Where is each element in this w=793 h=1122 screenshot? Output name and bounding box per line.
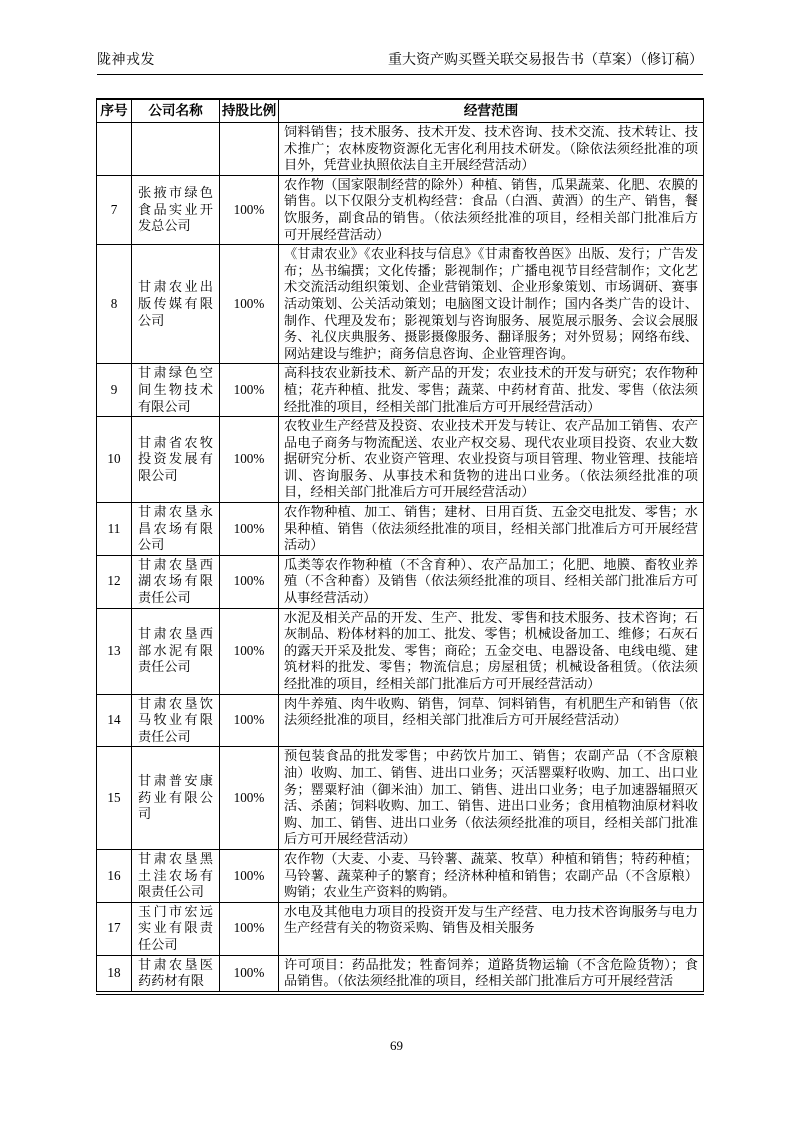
shareholding-ratio-cell: 100% [220, 175, 279, 244]
company-name-cell: 甘肃农垦西湖农场有限责任公司 [132, 555, 220, 608]
company-name-cell: 甘肃农垦永昌农场有限公司 [132, 503, 220, 556]
row-number-cell [97, 123, 132, 176]
shareholding-ratio-cell: 100% [220, 955, 279, 993]
company-name-cell: 甘肃农垦医药药材有限 [132, 955, 220, 993]
page-number: 69 [390, 1038, 403, 1053]
business-scope-cell: 农作物种植、加工、销售；建材、日用百货、五金交电批发、零售；水果种植、销售（依法须经批准的项目，经相关部门批准后方可开展经营活动） [279, 503, 704, 556]
business-scope-cell: 饲料销售；技术服务、技术开发、技术咨询、技术交流、技术转让、技术推广；农林废物资源化无害化利用技术研发。（除依法须经批准的项目外，凭营业执照依法自主开展经营活动） [279, 123, 704, 176]
company-name-cell: 甘肃省农牧投资发展有限公司 [132, 417, 220, 503]
row-number-cell: 17 [97, 902, 132, 955]
shareholding-ratio-cell: 100% [220, 608, 279, 694]
company-name-cell [132, 123, 220, 176]
table-row [97, 245, 704, 364]
shareholding-ratio-cell: 100% [220, 555, 279, 608]
table-row [97, 608, 704, 694]
row-number-cell: 15 [97, 747, 132, 850]
shareholding-ratio-cell: 100% [220, 747, 279, 850]
row-number-cell: 18 [97, 955, 132, 993]
company-table-body [97, 123, 704, 993]
row-number-cell: 9 [97, 364, 132, 417]
table-header-row [97, 99, 704, 123]
business-scope-cell: 预包装食品的批发零售；中药饮片加工、销售；农副产品（不含原粮油）收购、加工、销售、进出口业务；灭活罂粟籽收购、加工、出口业务；罂粟籽油（御米油）加工、销售、进出口业务；电子加速器辐照灭活、杀菌；饲料收购、加工、销售、进出口业务；食用植物油原材料收购、加工、销售、进出口业务（依法须经批准的项目，经相关部门批准后方可开展经营活动） [279, 747, 704, 850]
shareholding-ratio-cell: 100% [220, 849, 279, 902]
header-right-title: 重大资产购买暨关联交易报告书（草案）（修订稿） [388, 53, 703, 68]
company-name-cell: 甘肃农垦西部水泥有限责任公司 [132, 608, 220, 694]
shareholding-ratio-cell: 100% [220, 503, 279, 556]
row-number-cell: 14 [97, 694, 132, 747]
table-row [97, 175, 704, 244]
subsidiaries-table [96, 98, 704, 995]
row-number-cell: 8 [97, 245, 132, 364]
row-number-cell: 16 [97, 849, 132, 902]
business-scope-cell: 农作物（国家限制经营的除外）种植、销售，瓜果蔬菜、化肥、农膜的销售。以下仅限分支机构经营：食品（白酒、黄酒）的生产、销售，餐饮服务，副食品的销售。（依法须经批准的项目，经相关部门批准后方可开展经营活动） [279, 175, 704, 244]
company-name-cell: 玉门市宏远实业有限责任公司 [132, 902, 220, 955]
business-scope-cell: 许可项目：药品批发；牲畜饲养；道路货物运输（不含危险货物）；食品销售。（依法须经批准的项目，经相关部门批准后方可开展经营活 [279, 955, 704, 993]
business-scope-cell: 农牧业生产经营及投资、农业技术开发与转让、农产品加工销售、农产品电子商务与物流配送、农业产权交易、现代农业项目投资、农业大数据研究分析、农业资产管理、农业投资与项目管理、物业管理、技能培训、咨询服务、从事技术和货物的进出口业务。（依法须经批准的项目，经相关部门批准后方可开展经营活动） [279, 417, 704, 503]
table-header [97, 99, 704, 123]
table-row [97, 747, 704, 850]
business-scope-cell: 农作物（大麦、小麦、马铃薯、蔬菜、牧草）种植和销售；特药种植；马铃薯、蔬菜种子的繁育；经济林种植和销售；农副产品（不含原粮）购销；农业生产资料的购销。 [279, 849, 704, 902]
company-name-cell: 张掖市绿色食品实业开发总公司 [132, 175, 220, 244]
company-name-cell: 甘肃绿色空间生物技术有限公司 [132, 364, 220, 417]
row-number-cell: 12 [97, 555, 132, 608]
table-row [97, 417, 704, 503]
column-header-number: 序号 [97, 99, 132, 123]
row-number-cell: 7 [97, 175, 132, 244]
column-header-shareholding-ratio: 持股比例 [220, 99, 279, 123]
page-header [97, 52, 703, 75]
company-name-cell: 甘肃农垦饮马牧业有限责任公司 [132, 694, 220, 747]
shareholding-ratio-cell [220, 123, 279, 176]
table-row [97, 503, 704, 556]
business-scope-cell: 肉牛养殖、肉牛收购、销售，饲草、饲料销售，有机肥生产和销售（依法须经批准的项目，经相关部门批准后方可开展经营活动） [279, 694, 704, 747]
column-header-company-name: 公司名称 [132, 99, 220, 123]
shareholding-ratio-cell: 100% [220, 417, 279, 503]
table-row [97, 364, 704, 417]
business-scope-cell: 高科技农业新技术、新产品的开发；农业技术的开发与研究；农作物种植；花卉种植、批发、零售；蔬菜、中药材育苗、批发、零售（依法须经批准的项目，经相关部门批准后方可开展经营活动） [279, 364, 704, 417]
business-scope-cell: 水电及其他电力项目的投资开发与生产经营、电力技术咨询服务与电力生产经营有关的物资采购、销售及相关服务 [279, 902, 704, 955]
shareholding-ratio-cell: 100% [220, 694, 279, 747]
company-name-cell: 甘肃农业出版传媒有限公司 [132, 245, 220, 364]
column-header-business-scope: 经营范围 [279, 99, 704, 123]
business-scope-cell: 《甘肃农业》《农业科技与信息》《甘肃畜牧兽医》出版、发行；广告发布；丛书编撰；文化传播；影视制作；广播电视节目经营制作；文化艺术交流活动组织策划、企业营销策划、企业形象策划、市场调研、赛事活动策划、公关活动策划；电脑图文设计制作；国内各类广告的设计、制作、代理及发布；影视策划与咨询服务、展览展示服务、会议会展服务、礼仪庆典服务、摄影摄像服务、翻译服务；对外贸易；网络布线、网站建设与维护；商务信息咨询、企业管理咨询。 [279, 245, 704, 364]
row-number-cell: 11 [97, 503, 132, 556]
shareholding-ratio-cell: 100% [220, 245, 279, 364]
table-row [97, 849, 704, 902]
business-scope-cell: 水泥及相关产品的开发、生产、批发、零售和技术服务、技术咨询；石灰制品、粉体材料的加工、批发、零售；机械设备加工、维修；石灰石的露天开采及批发、零售；商砼；五金交电、电器设备、电线电缆、建筑材料的批发、零售；物流信息；房屋租赁；机械设备租赁。（依法须经批准的项目，经相关部门批准后方可开展经营活动） [279, 608, 704, 694]
shareholding-ratio-cell: 100% [220, 902, 279, 955]
table-row [97, 694, 704, 747]
business-scope-cell: 瓜类等农作物种植（不含育种）、农产品加工；化肥、地膜、畜牧业养殖（不含种畜）及销售（依法须经批准的项目、经相关部门批准后方可从事经营活动） [279, 555, 704, 608]
table-row [97, 902, 704, 955]
row-number-cell: 13 [97, 608, 132, 694]
row-number-cell: 10 [97, 417, 132, 503]
shareholding-ratio-cell: 100% [220, 364, 279, 417]
company-name-cell: 甘肃农垦黑土洼农场有限责任公司 [132, 849, 220, 902]
company-name-cell: 甘肃普安康药业有限公司 [132, 747, 220, 850]
table-row [97, 555, 704, 608]
table-row [97, 123, 704, 176]
header-left-title: 陇神戎发 [97, 53, 155, 68]
table-row [97, 955, 704, 993]
